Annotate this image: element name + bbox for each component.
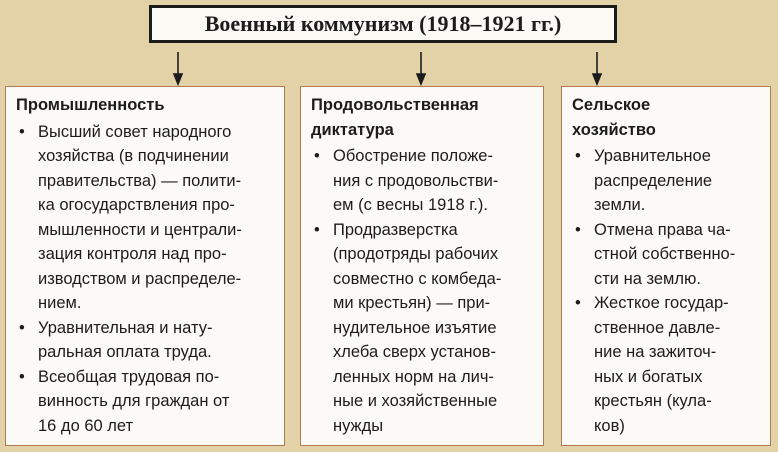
agriculture-column bbox=[561, 86, 771, 446]
bullet-icon: • bbox=[575, 220, 581, 239]
list-item-text: Уравнительная и нату- ральная оплата труда. bbox=[38, 318, 213, 361]
list-item-text: Всеобщая трудовая по- винность для граждан от 16 до 60 лет bbox=[38, 367, 230, 435]
agriculture-heading: Сельское хозяйство bbox=[572, 96, 656, 139]
industry-heading: Промышленность bbox=[16, 96, 165, 114]
list-item-text: Отмена права ча- стной собственно- сти на землю. bbox=[594, 220, 736, 288]
list-item bbox=[311, 218, 535, 439]
bullet-icon: • bbox=[314, 147, 320, 165]
agriculture-list bbox=[572, 144, 762, 438]
arrow-head-industry bbox=[174, 74, 182, 84]
list-item bbox=[572, 144, 762, 218]
list-item bbox=[311, 144, 535, 218]
food-dictatorship-heading: Продовольственная диктатура bbox=[311, 96, 479, 139]
industry-column bbox=[5, 86, 285, 446]
list-item bbox=[16, 316, 276, 365]
list-item bbox=[16, 120, 276, 316]
bullet-icon: • bbox=[19, 318, 25, 337]
bullet-icon: • bbox=[575, 294, 581, 312]
list-item-text: Высший совет народного хозяйства (в подчинении правительства) — полити- ка огосударствления про- мышленности и централи- зация контроля над про- изводством и распределе- нием. bbox=[38, 122, 242, 312]
bullet-icon: • bbox=[19, 122, 25, 141]
industry-list bbox=[16, 120, 276, 439]
diagram-title: Военный коммунизм (1918–1921 гг.) bbox=[149, 5, 617, 43]
bullet-icon: • bbox=[19, 367, 25, 386]
bullet-icon: • bbox=[575, 147, 581, 165]
list-item-text: Жесткое государ- ственное давле- ние на зажиточ- ных и богатых крестьян (кула- ков) bbox=[594, 294, 729, 435]
list-item-text: Уравнительное распределение земли. bbox=[594, 147, 713, 214]
arrow-head-agriculture bbox=[593, 74, 601, 84]
connector-arrows bbox=[0, 0, 778, 100]
bullet-icon: • bbox=[314, 220, 320, 239]
list-item bbox=[16, 365, 276, 439]
food-dictatorship-column bbox=[300, 86, 544, 446]
list-item-text: Продразверстка (продотряды рабочих совместно с комбеда- ми крестьян) — при- нудительное изъятие хлеба сверх установ- ленных норм на лич- ные и хозяйственные нужды bbox=[333, 220, 502, 435]
arrow-head-food-dictatorship bbox=[417, 74, 425, 84]
list-item bbox=[572, 291, 762, 438]
list-item bbox=[572, 218, 762, 292]
list-item-text: Обострение положе- ния с продовольстви- ем (с весны 1918 г.). bbox=[333, 147, 499, 214]
food-dictatorship-list bbox=[311, 144, 535, 438]
